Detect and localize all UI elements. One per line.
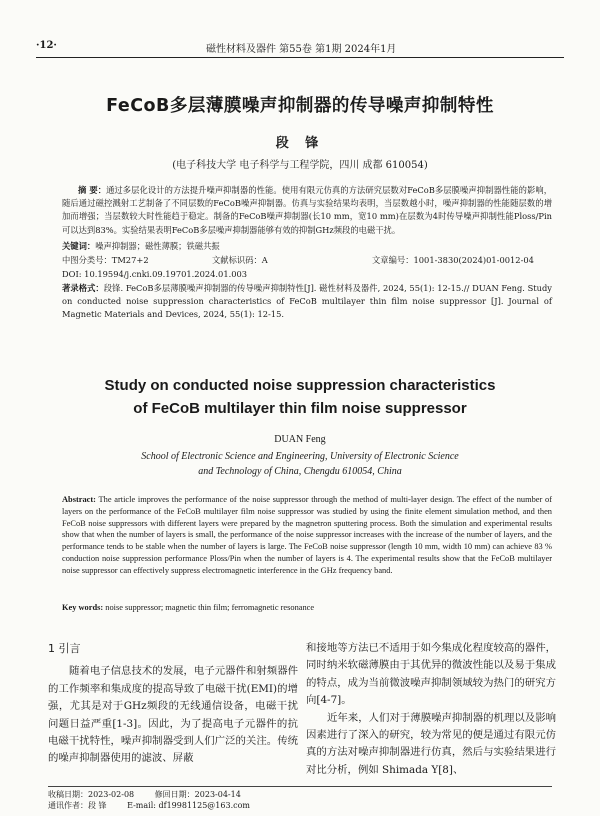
abstract-chinese (62, 184, 552, 237)
body-column-right (306, 640, 556, 779)
keywords-en-label: Key words: (62, 603, 104, 612)
abstract-cn-text: 通过多层化设计的方法提升噪声抑制器的性能。使用有限元仿真的方法研究层数对FeCoB多层膜噪声抑制器性能的影响，随后通过磁控溅射工艺制备了不同层数的FeCoB噪声抑制器。仿真与实验结果均表明，当层数越小时，噪声抑制器的性能随层数的增加而增强；当层数较大时性能趋于稳定。制备的FeCoB噪声抑制器(长10 mm，宽10 mm)在层数为4时传导噪声抑制性能Ploss/Pin可以达到83%。实验结果表明FeCoB多层噪声抑制器能够有效的抑制GHz频段的电磁干扰。 (62, 185, 552, 235)
title-english (0, 374, 600, 420)
corresponding-author: 通讯作者：段 锋 (48, 801, 107, 810)
section-heading: 1 引言 (48, 642, 81, 655)
author-english: DUAN Feng (274, 434, 326, 445)
affil-en-line: and Technology of China, Chengdu 610054, China (198, 466, 402, 477)
keywords-en-text: noise suppressor; magnetic thin film; ferromagnetic resonance (105, 603, 315, 612)
citation-text: 段锋. FeCoB多层薄膜噪声抑制器的传导噪声抑制特性[J]. 磁性材料及器件, 2024, 55(1): 12-15.// DUAN Feng. Study on conducted noise suppression characteristics of FeCoB multilayer thin film noise suppressor [J]. Journal of Magnetic Materials and Devices, 2024, 55(1): 12-15. (62, 283, 552, 320)
title-en-line: Study on conducted noise suppression characteristics (104, 377, 496, 394)
document-code: 文献标识码：A (212, 255, 268, 265)
clc-number: 中图分类号：TM27+2 (62, 255, 149, 265)
journal-info: 磁性材料及器件 第55卷 第1期 2024年1月 (206, 44, 397, 55)
affiliation-english (0, 449, 600, 479)
title-en-line: of FeCoB multilayer thin film noise suppressor (133, 400, 467, 417)
title-chinese: FeCoB多层薄膜噪声抑制器的传导噪声抑制特性 (106, 96, 494, 116)
abstract-cn-label: 摘 要： (78, 185, 107, 195)
revised-date: 修回日期：2023-04-14 (154, 790, 241, 799)
doi: DOI: 10.19594/j.cnki.09.19701.2024.01.003 (62, 269, 248, 279)
affil-en-line: School of Electronic Science and Engineering, University of Electronic Science (141, 451, 459, 462)
article-number: 文章编号：1001-3830(2024)01-0012-04 (372, 255, 534, 265)
author-chinese: 段 锋 (275, 136, 325, 151)
abstract-en-label: Abstract: (62, 495, 96, 504)
keywords-cn-text: 噪声抑制器；磁性薄膜；铁磁共振 (95, 241, 220, 251)
keywords-chinese (62, 240, 552, 253)
classification-line (62, 254, 552, 268)
abstract-english (62, 494, 552, 577)
citation-format (62, 282, 552, 322)
page-number: ·12· (36, 40, 57, 51)
header-rule (36, 57, 564, 58)
body-column-left (48, 640, 298, 768)
keywords-cn-label: 关键词： (62, 241, 96, 251)
running-header (36, 40, 564, 58)
paragraph: 随着电子信息技术的发展，电子元器件和射频器件的工作频率和集成度的提高导致了电磁干扰(EMI)的增强，尤其是对于GHz频段的无线通信设备，电磁干扰问题日益严重[1-3]。因此，为了提高电子元器件的抗电磁干扰特性，噪声抑制器受到人们广泛的关注。传统的噪声抑制器使用的滤波、屏蔽 (48, 665, 298, 765)
received-date: 收稿日期：2023-02-08 (48, 790, 135, 799)
affiliation-chinese: (电子科技大学 电子科学与工程学院，四川 成都 610054) (172, 160, 428, 171)
author-email: E-mail: df19981125@163.com (127, 801, 250, 810)
citation-label: 著录格式： (62, 283, 104, 293)
abstract-en-text: The article improves the performance of the noise suppressor through the method of multi-layer design. The effect of the number of layers on the performance of the FeCoB multilayer film noise suppressor was studied by using the finite element simulation method, and then FeCoB noise suppressors with different layers were prepared by the magnetron sputtering process. Both the simulation and experimental results show that when the number of layers is small, the performance of the noise suppressor increases with the increase of the number of layers, and the performance tends to be stable when the number of layers is large. The FeCoB noise suppressor (length 10 mm, width 10 mm) can achieve 83 % conduction noise suppression performance Ploss/Pin when the number of layers is 4. The experimental results show that the FeCoB multilayer noise suppressor can effectively suppress electromagnetic interference in the GHz frequency band. (62, 495, 553, 575)
paragraph: 和接地等方法已不适用于如今集成化程度较高的器件，同时纳米软磁薄膜由于其优异的微波性能以及易于集成的特点，成为当前微波噪声抑制领域较为热门的研究方向[4-7]。 (306, 642, 556, 707)
keywords-english (62, 601, 552, 614)
paragraph: 近年来，人们对于薄膜噪声抑制器的机理以及影响因素进行了深入的研究，较为常见的便是通过有限元仿真的方法对噪声抑制器进行仿真，然后与实验结果进行对比分析，例如 Shimada Y[8]、 (306, 711, 556, 776)
footnote (48, 786, 552, 811)
